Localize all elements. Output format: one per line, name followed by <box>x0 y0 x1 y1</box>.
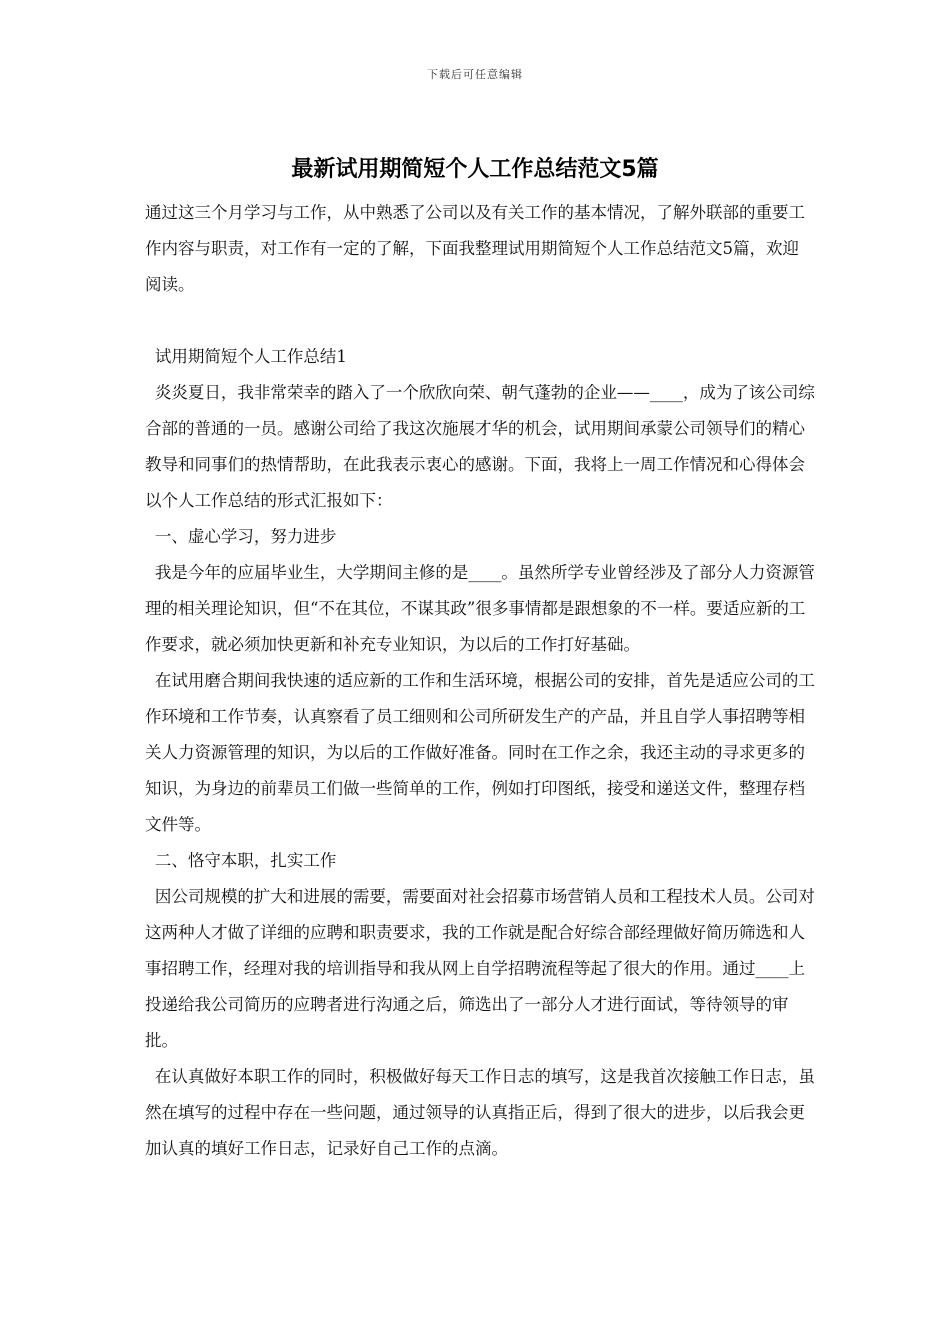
section-title: 试用期简短个人工作总结1 <box>154 347 347 366</box>
header-note: 下载后可任意编辑 <box>427 68 523 81</box>
paragraph-gap <box>145 303 815 339</box>
section-heading: 一、虚心学习，努力进步 <box>154 527 337 546</box>
body-paragraph: 炎炎夏日，我非常荣幸的踏入了一个欣欣向荣、朝气蓬勃的企业——____，成为了该公司综合部的普通的一员。感谢公司给了我这次施展才华的机会，试用期间承蒙公司领导们的精心教导和同事们的热情帮助，在此我表示衷心的感谢。下面，我将上一周工作情况和心得体会以个人工作总结的形式汇报如下： <box>145 383 815 510</box>
body-paragraph: 因公司规模的扩大和进展的需要，需要面对社会招募市场营销人员和工程技术人员。公司对这两种人才做了详细的应聘和职责要求，我的工作就是配合好综合部经理做好简历筛选和人事招聘工作，经理对我的培训指导和我从网上自学招聘流程等起了很大的作用。通过____上投递给我公司简历的应聘者进行沟通之后，筛选出了一部分人才进行面试，等待领导的审批。 <box>145 887 815 1050</box>
intro-paragraph: 通过这三个月学习与工作，从中熟悉了公司以及有关工作的基本情况，了解外联部的重要工作内容与职责，对工作有一定的了解，下面我整理试用期简短个人工作总结范文5篇，欢迎阅读。 <box>145 203 805 294</box>
document-title: 最新试用期简短个人工作总结范文5篇 <box>291 157 659 182</box>
body-paragraph: 在试用磨合期间我快速的适应新的工作和生活环境，根据公司的安排，首先是适应公司的工作环境和工作节奏，认真察看了员工细则和公司所研发生产的产品，并且自学人事招聘等相关人力资源管理的知识，为以后的工作做好准备。同时在工作之余，我还主动的寻求更多的知识，为身边的前辈员工们做一些简单的工作，例如打印图纸，接受和递送文件，整理存档文件等。 <box>145 671 815 834</box>
body-paragraph: 在认真做好本职工作的同时，积极做好每天工作日志的填写，这是我首次接触工作日志，虽然在填写的过程中存在一些问题，通过领导的认真指正后，得到了很大的进步，以后我会更加认真的填好工作日志，记录好自己工作的点滴。 <box>145 1067 815 1158</box>
body-paragraph: 我是今年的应届毕业生，大学期间主修的是____。虽然所学专业曾经涉及了部分人力资源管理的相关理论知识，但“不在其位，不谋其政”很多事情都是跟想象的不一样。要适应新的工作要求，就必须加快更新和补充专业知识，为以后的工作打好基础。 <box>145 563 815 654</box>
document-body <box>145 195 815 1167</box>
section-heading: 二、恪守本职，扎实工作 <box>154 851 337 870</box>
